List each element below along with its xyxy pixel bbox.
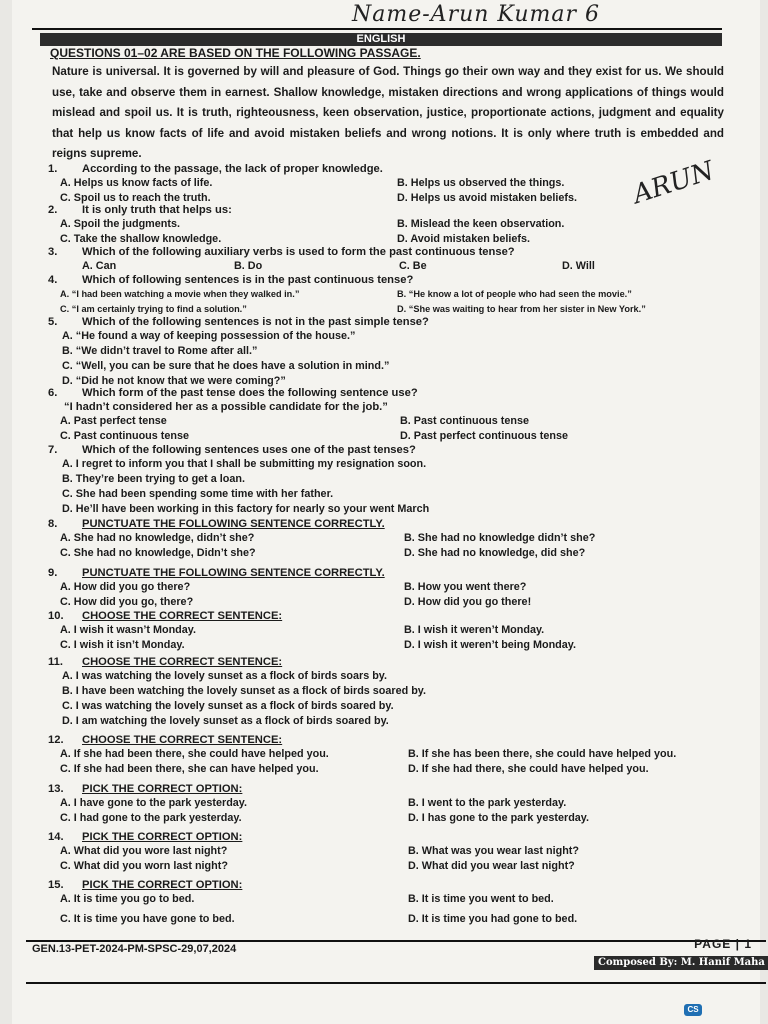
question-text: PUNCTUATE THE FOLLOWING SENTENCE CORRECTLY. <box>82 518 385 530</box>
question-number: 14. <box>48 831 64 843</box>
question-text: CHOOSE THE CORRECT SENTENCE: <box>82 734 283 746</box>
camscanner-icon: CS <box>684 1004 702 1016</box>
answer-option: B. I have been watching the lovely sunset as a flock of birds soared by. <box>62 685 426 697</box>
answer-option: C. Be <box>399 260 427 272</box>
answer-option: B. I wish it weren’t Monday. <box>404 624 545 636</box>
question-number: 2. <box>48 204 58 216</box>
question-text: PICK THE CORRECT OPTION: <box>82 783 243 795</box>
answer-option: C. She had been spending some time with her father. <box>62 488 334 500</box>
answer-option: A. Spoil the judgments. <box>60 218 180 230</box>
question-number: 9. <box>48 567 58 579</box>
answer-option: B. Past continuous tense <box>400 415 529 427</box>
answer-option: D. If she had there, she could have helped you. <box>408 763 649 775</box>
answer-option: A. “I had been watching a movie when they walked in.” <box>60 289 300 299</box>
question-number: 6. <box>48 387 58 399</box>
answer-option: C. She had no knowledge, Didn’t she? <box>60 547 256 559</box>
question-text: PICK THE CORRECT OPTION: <box>82 831 243 843</box>
question-text: Which of following sentences is in the past continuous tense? <box>82 274 414 286</box>
answer-option: B. If she has been there, she could have helped you. <box>408 748 677 760</box>
handwritten-name: Name-Arun Kumar 6 <box>352 2 601 27</box>
answer-option: D. It is time you had gone to bed. <box>408 913 578 925</box>
answer-option: D. I am watching the lovely sunset as a flock of birds soared by. <box>62 715 389 727</box>
answer-option: C. “I am certainly trying to find a solution.” <box>60 304 247 314</box>
question-number: 4. <box>48 274 58 286</box>
question-text: CHOOSE THE CORRECT SENTENCE: <box>82 610 283 622</box>
answer-option: D. Past perfect continuous tense <box>400 430 568 442</box>
answer-option: D. Will <box>562 260 595 272</box>
question-quote: “I hadn’t considered her as a possible candidate for the job.” <box>64 401 388 413</box>
top-rule <box>32 28 722 30</box>
question-text: Which form of the past tense does the following sentence use? <box>82 387 418 399</box>
question-number: 3. <box>48 246 58 258</box>
passage-text: Nature is universal. It is governed by will and pleasure of God. Things go their own way and they exist for us. We should use, take and observe them in earnest. Shallow knowledge, mistaken directions and wrong applications of things would mislead and spoil us. It is truth, righteousness, keen observation, justice, proportionate actions, judgment and equality that help us know facts of life and avoid mistaken beliefs and wrong notions. It is only where truth is embedded and reigns supreme. <box>52 65 724 160</box>
answer-option: B. I went to the park yesterday. <box>408 797 567 809</box>
answer-option: D. I has gone to the park yesterday. <box>408 812 590 824</box>
answer-option: B. How you went there? <box>404 581 527 593</box>
answer-option: A. Helps us know facts of life. <box>60 177 213 189</box>
answer-option: A. Past perfect tense <box>60 415 167 427</box>
answer-option: A. I wish it wasn’t Monday. <box>60 624 196 636</box>
question-number: 1. <box>48 163 58 175</box>
answer-option: C. It is time you have gone to bed. <box>60 913 235 925</box>
answer-option: A. It is time you go to bed. <box>60 893 195 905</box>
question-number: 15. <box>48 879 64 891</box>
answer-option: B. Helps us observed the things. <box>397 177 565 189</box>
answer-option: D. I wish it weren’t being Monday. <box>404 639 576 651</box>
handwritten-signature: ARUN <box>629 155 718 211</box>
answer-option: D. “Did he not know that we were coming?” <box>62 375 286 387</box>
answer-option: C. I had gone to the park yesterday. <box>60 812 242 824</box>
answer-option: A. What did you wore last night? <box>60 845 228 857</box>
answer-option: A. If she had been there, she could have helped you. <box>60 748 329 760</box>
question-number: 5. <box>48 316 58 328</box>
answer-option: A. How did you go there? <box>60 581 191 593</box>
question-text: Which of the following sentences uses one of the past tenses? <box>82 444 416 456</box>
answer-option: D. He’ll have been working in this factory for nearly so your went March <box>62 503 430 515</box>
answer-option: D. She had no knowledge, did she? <box>404 547 586 559</box>
answer-option: C. How did you go, there? <box>60 596 194 608</box>
question-text: PUNCTUATE THE FOLLOWING SENTENCE CORRECTLY. <box>82 567 385 579</box>
answer-option: C. I wish it isn’t Monday. <box>60 639 185 651</box>
answer-option: A. I was watching the lovely sunset as a flock of birds soars by. <box>62 670 388 682</box>
question-number: 7. <box>48 444 58 456</box>
answer-option: A. She had no knowledge, didn’t she? <box>60 532 255 544</box>
answer-option: B. Do <box>234 260 263 272</box>
subject-bar: ENGLISH <box>40 33 722 46</box>
question-number: 12. <box>48 734 64 746</box>
question-text: Which of the following auxiliary verbs is used to form the past continuous tense? <box>82 246 515 258</box>
bottom-rule <box>26 982 766 984</box>
answer-option: A. Can <box>82 260 117 272</box>
answer-option: B. What was you wear last night? <box>408 845 579 857</box>
answer-option: B. It is time you went to bed. <box>408 893 554 905</box>
answer-option: B. Mislead the keen observation. <box>397 218 565 230</box>
footer-rule <box>26 940 766 942</box>
answer-option: A. I have gone to the park yesterday. <box>60 797 248 809</box>
answer-option: C. What did you worn last night? <box>60 860 228 872</box>
answer-option: C. If she had been there, she can have helped you. <box>60 763 319 775</box>
answer-option: C. Take the shallow knowledge. <box>60 233 222 245</box>
answer-option: B. “We didn’t travel to Rome after all.” <box>62 345 258 357</box>
answer-option: C. I was watching the lovely sunset as a flock of birds soared by. <box>62 700 394 712</box>
question-text: It is only truth that helps us: <box>82 204 232 216</box>
question-number: 8. <box>48 518 58 530</box>
footer-code: GEN.13-PET-2024-PM-SPSC-29,07,2024 <box>32 943 237 955</box>
question-number: 10. <box>48 610 64 622</box>
passage-heading: QUESTIONS 01–02 ARE BASED ON THE FOLLOWING PASSAGE. <box>50 46 421 60</box>
answer-option: D. How did you go there! <box>404 596 532 608</box>
answer-option: D. “She was waiting to hear from her sister in New York.” <box>397 304 646 314</box>
page-number: PAGE | 1 <box>694 937 752 951</box>
question-number: 11. <box>48 656 63 668</box>
question-text: According to the passage, the lack of proper knowledge. <box>82 163 383 175</box>
answer-option: A. “He found a way of keeping possession of the house.” <box>62 330 356 342</box>
question-text: Which of the following sentences is not in the past simple tense? <box>82 316 429 328</box>
composed-by: Composed By: M. Hanif Maha <box>594 956 768 970</box>
answer-option: D. Avoid mistaken beliefs. <box>397 233 530 245</box>
answer-option: B. “He know a lot of people who had seen the movie.” <box>397 289 632 299</box>
answer-option: C. “Well, you can be sure that he does have a solution in mind.” <box>62 360 390 372</box>
answer-option: D. What did you wear last night? <box>408 860 575 872</box>
answer-option: B. They’re been trying to get a loan. <box>62 473 245 485</box>
answer-option: A. I regret to inform you that I shall be submitting my resignation soon. <box>62 458 427 470</box>
answer-option: D. Helps us avoid mistaken beliefs. <box>397 192 578 204</box>
question-text: CHOOSE THE CORRECT SENTENCE: <box>82 656 283 668</box>
paper-sheet <box>12 0 765 1024</box>
question-number: 13. <box>48 783 64 795</box>
answer-option: C. Spoil us to reach the truth. <box>60 192 211 204</box>
question-text: PICK THE CORRECT OPTION: <box>82 879 243 891</box>
answer-option: C. Past continuous tense <box>60 430 189 442</box>
answer-option: B. She had no knowledge didn’t she? <box>404 532 596 544</box>
